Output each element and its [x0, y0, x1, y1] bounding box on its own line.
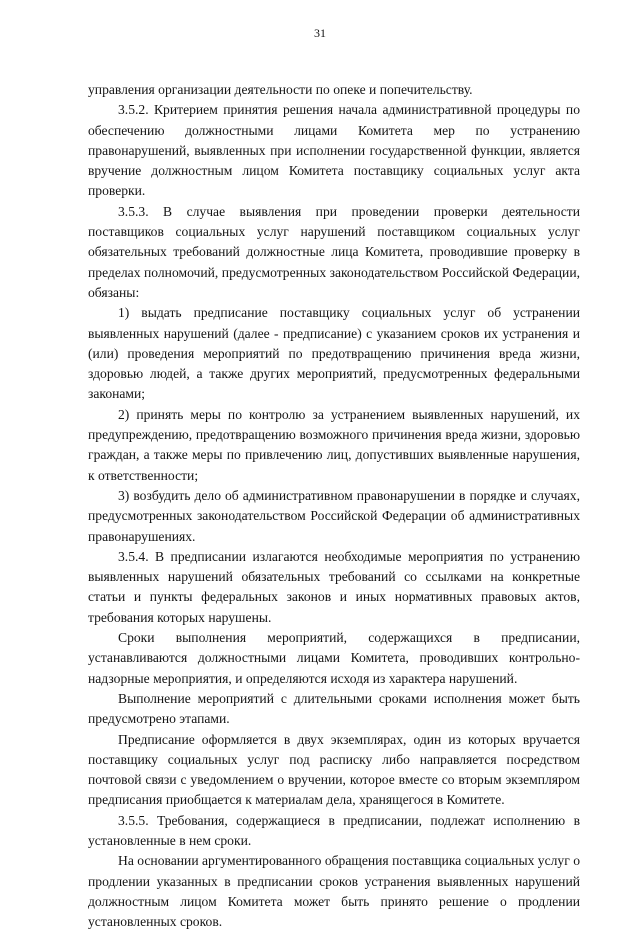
paragraph-3-5-2: 3.5.2. Критерием принятия решения начала административной процедуры по обеспечению должностными лицами Комитета мер по устранению правонарушений, выявленных при исполнении государственной функции, является вручение должностным лицом Комитета поставщику социальных услуг акта проверки. [88, 102, 580, 199]
paragraph-continuation: управления организации деятельности по опеке и попечительству. [88, 82, 473, 97]
paragraph-stages: Выполнение мероприятий с длительными сроками исполнения может быть предусмотрено этапами. [88, 690, 580, 727]
list-item-2: 2) принять меры по контролю за устранением выявленных нарушений, их предупреждению, предотвращению возможного причинения вреда жизни, здоровью граждан, а также меры по привлечению лиц, допустивших выявленные нарушения, к ответственности; [88, 406, 580, 483]
document-body [88, 80, 580, 932]
paragraph-3-5-3: 3.5.3. В случае выявления при проведении проверки деятельности поставщиков социальных услуг нарушений поставщиком социальных услуг обязательных требований должностные лица Комитета, проводившие проверку в пределах полномочий, предусмотренных законодательством Российской Федерации, обязаны: [88, 203, 580, 300]
page-number: 31 [314, 26, 326, 40]
paragraph-deadlines: Сроки выполнения мероприятий, содержащихся в предписании, устанавливаются должностными лицами Комитета, проводивших контрольно-надзорные мероприятия, и определяются исходя из характера нарушений. [88, 630, 580, 686]
list-item-1: 1) выдать предписание поставщику социальных услуг об устранении выявленных нарушений (далее - предписание) с указанием сроков их устранения и (или) проведения мероприятий по предотвращению причинения вреда жизни, здоровью людей, а также других мероприятий, предусмотренных федеральными законами; [88, 305, 580, 402]
list-item-3: 3) возбудить дело об административном правонарушении в порядке и случаях, предусмотренных законодательством Российской Федерации об административных правонарушениях. [88, 487, 580, 544]
paragraph-3-5-4: 3.5.4. В предписании излагаются необходимые мероприятия по устранению выявленных нарушений обязательных требований со ссылками на конкретные статьи и пункты федеральных законов и иных нормативных правовых актов, требования которых нарушены. [88, 548, 580, 625]
paragraph-extension: На основании аргументированного обращения поставщика социальных услуг о продлении указанных в предписании сроков устранения выявленных нарушений должностным лицом Комитета может быть принято решение о продлении установленных сроков. [88, 853, 580, 930]
paragraph-3-5-5: 3.5.5. Требования, содержащиеся в предписании, подлежат исполнению в установленные в нем сроки. [88, 812, 580, 848]
paragraph-copies: Предписание оформляется в двух экземплярах, один из которых вручается поставщику социальных услуг под расписку либо направляется посредством почтовой связи с уведомлением о вручении, которое вместе со вторым экземпляром предписания приобщается к материалам дела, хранящегося в Комитете. [88, 731, 580, 808]
